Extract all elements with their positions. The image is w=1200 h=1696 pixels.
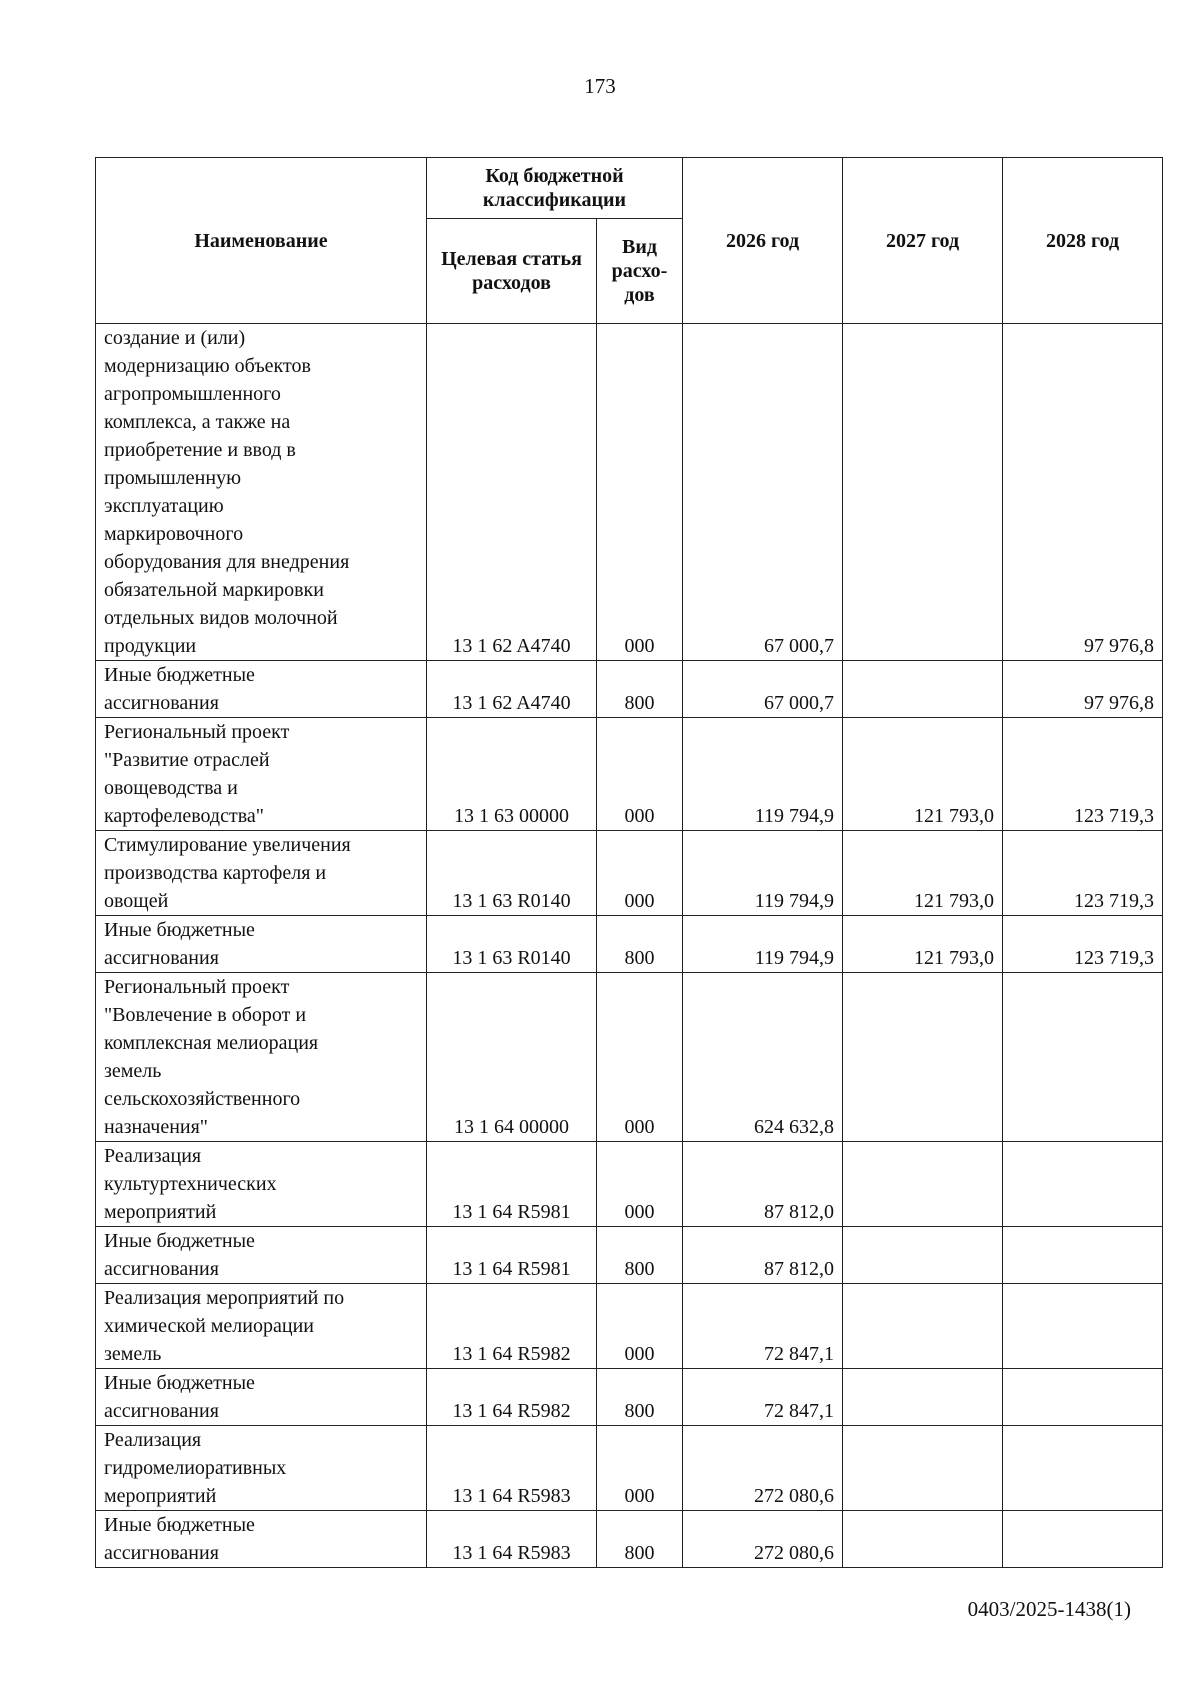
row-name-line: приобретение и ввод в <box>104 439 296 461</box>
header-2027: 2027 год <box>843 158 1003 324</box>
table-row <box>96 1511 1163 1568</box>
row-target-code: 13 1 64 R5981 <box>427 1227 597 1284</box>
row-name <box>96 973 427 1142</box>
row-expense-type: 000 <box>597 831 683 916</box>
row-target-code: 13 1 64 R5982 <box>427 1369 597 1426</box>
row-name <box>96 1142 427 1227</box>
row-value-2026: 119 794,9 <box>683 831 843 916</box>
row-name-line: комплексная мелиорация <box>104 1032 319 1054</box>
row-name-line: земель <box>104 1060 162 1082</box>
row-value-2028: 97 976,8 <box>1003 324 1163 661</box>
row-expense-type: 800 <box>597 916 683 973</box>
row-expense-type: 000 <box>597 973 683 1142</box>
row-value-2028 <box>1003 1511 1163 1568</box>
row-name-line: производства картофеля и <box>104 862 327 884</box>
row-value-2028: 123 719,3 <box>1003 831 1163 916</box>
row-value-2027 <box>843 1511 1003 1568</box>
row-target-code: 13 1 64 00000 <box>427 973 597 1142</box>
row-name-line: Региональный проект <box>104 721 290 743</box>
row-expense-type: 800 <box>597 1511 683 1568</box>
row-value-2028 <box>1003 1227 1163 1284</box>
row-name-line: сельскохозяйственного <box>104 1088 301 1110</box>
row-target-code: 13 1 64 R5983 <box>427 1426 597 1511</box>
row-name-line: Иные бюджетные <box>104 1230 255 1252</box>
row-value-2027: 121 793,0 <box>843 831 1003 916</box>
row-name-line: отдельных видов молочной <box>104 607 338 629</box>
row-target-code: 13 1 63 00000 <box>427 718 597 831</box>
row-name-line: Иные бюджетные <box>104 919 255 941</box>
row-name-line: мероприятий <box>104 1201 217 1223</box>
row-name <box>96 1369 427 1426</box>
row-name-line: Региональный проект <box>104 976 290 998</box>
row-value-2027 <box>843 324 1003 661</box>
table-row <box>96 916 1163 973</box>
table-row <box>96 1284 1163 1369</box>
row-value-2026: 119 794,9 <box>683 718 843 831</box>
row-name-line: Иные бюджетные <box>104 1514 255 1536</box>
header-name: Наименование <box>96 158 427 324</box>
row-name <box>96 661 427 718</box>
row-value-2028 <box>1003 1369 1163 1426</box>
row-name-line: овощей <box>104 890 169 912</box>
row-expense-type: 000 <box>597 1284 683 1369</box>
row-target-code: 13 1 64 R5982 <box>427 1284 597 1369</box>
row-value-2026: 119 794,9 <box>683 916 843 973</box>
row-name-line: промышленную <box>104 467 242 489</box>
row-expense-type: 000 <box>597 1142 683 1227</box>
row-value-2027 <box>843 661 1003 718</box>
row-value-2026: 272 080,6 <box>683 1511 843 1568</box>
page-number: 173 <box>584 74 616 98</box>
header-2026: 2026 год <box>683 158 843 324</box>
row-target-code: 13 1 62 A4740 <box>427 661 597 718</box>
row-value-2026: 72 847,1 <box>683 1369 843 1426</box>
row-name-line: "Вовлечение в оборот и <box>104 1004 307 1026</box>
row-value-2027 <box>843 973 1003 1142</box>
row-name-line: Реализация мероприятий по <box>104 1287 345 1309</box>
row-value-2026: 67 000,7 <box>683 661 843 718</box>
row-name-line: ассигнования <box>104 1258 219 1280</box>
table-row <box>96 1142 1163 1227</box>
row-name-line: ассигнования <box>104 1542 219 1564</box>
row-target-code: 13 1 64 R5981 <box>427 1142 597 1227</box>
table-row <box>96 661 1163 718</box>
row-value-2027 <box>843 1227 1003 1284</box>
row-name <box>96 1227 427 1284</box>
row-name-line: Иные бюджетные <box>104 1372 255 1394</box>
row-value-2028: 123 719,3 <box>1003 916 1163 973</box>
row-name <box>96 1426 427 1511</box>
row-name-line: земель <box>104 1343 162 1365</box>
row-value-2026: 67 000,7 <box>683 324 843 661</box>
row-name-line: мероприятий <box>104 1485 217 1507</box>
table-body <box>96 324 1163 1568</box>
row-value-2028 <box>1003 1426 1163 1511</box>
row-name-line: картофелеводства" <box>104 805 264 827</box>
row-expense-type: 000 <box>597 324 683 661</box>
row-name-line: Реализация <box>104 1429 202 1451</box>
row-name-line: оборудования для внедрения <box>104 551 350 573</box>
table-row <box>96 324 1163 661</box>
row-name-line: маркировочного <box>104 523 244 545</box>
row-name-line: химической мелиорации <box>104 1315 314 1337</box>
header-kbk: Код бюджетной классификации <box>427 158 683 219</box>
row-expense-type: 800 <box>597 661 683 718</box>
row-target-code: 13 1 63 R0140 <box>427 916 597 973</box>
row-value-2026: 272 080,6 <box>683 1426 843 1511</box>
row-name-line: "Развитие отраслей <box>104 749 270 771</box>
table-row <box>96 1426 1163 1511</box>
table-header <box>96 158 1163 324</box>
row-value-2026: 72 847,1 <box>683 1284 843 1369</box>
row-value-2026: 87 812,0 <box>683 1142 843 1227</box>
row-name <box>96 916 427 973</box>
row-name <box>96 1511 427 1568</box>
row-expense-type: 000 <box>597 718 683 831</box>
row-value-2027: 121 793,0 <box>843 916 1003 973</box>
row-name-line: гидромелиоративных <box>104 1457 287 1479</box>
row-name-line: эксплуатацию <box>104 495 224 517</box>
row-name-line: Реализация <box>104 1145 202 1167</box>
row-name-line: ассигнования <box>104 1400 219 1422</box>
table-row <box>96 1227 1163 1284</box>
document-code: 0403/2025-1438(1) <box>967 1597 1131 1621</box>
table-row <box>96 831 1163 916</box>
row-expense-type: 800 <box>597 1369 683 1426</box>
row-value-2028 <box>1003 1284 1163 1369</box>
row-name-line: модернизацию объектов <box>104 355 311 377</box>
table-row <box>96 973 1163 1142</box>
row-value-2027: 121 793,0 <box>843 718 1003 831</box>
row-expense-type: 000 <box>597 1426 683 1511</box>
table-row <box>96 1369 1163 1426</box>
row-name-line: создание и (или) <box>104 327 246 349</box>
row-value-2028 <box>1003 973 1163 1142</box>
row-name-line: овощеводства и <box>104 777 238 799</box>
table-row <box>96 718 1163 831</box>
row-name-line: культуртехнических <box>104 1173 277 1195</box>
row-name-line: обязательной маркировки <box>104 579 324 601</box>
row-value-2028: 97 976,8 <box>1003 661 1163 718</box>
row-target-code: 13 1 64 R5983 <box>427 1511 597 1568</box>
row-value-2028: 123 719,3 <box>1003 718 1163 831</box>
row-value-2027 <box>843 1426 1003 1511</box>
row-name-line: продукции <box>104 635 197 657</box>
row-name-line: ассигнования <box>104 947 219 969</box>
row-name-line: Стимулирование увеличения <box>104 834 351 856</box>
header-target-article: Целевая статья расходов <box>427 219 597 324</box>
row-value-2026: 624 632,8 <box>683 973 843 1142</box>
row-name <box>96 1284 427 1369</box>
row-name-line: Иные бюджетные <box>104 664 255 686</box>
budget-table <box>95 157 1163 1568</box>
row-value-2027 <box>843 1369 1003 1426</box>
row-expense-type: 800 <box>597 1227 683 1284</box>
row-value-2026: 87 812,0 <box>683 1227 843 1284</box>
row-name-line: комплекса, а также на <box>104 411 291 433</box>
row-name <box>96 831 427 916</box>
row-value-2027 <box>843 1284 1003 1369</box>
row-value-2028 <box>1003 1142 1163 1227</box>
row-target-code: 13 1 63 R0140 <box>427 831 597 916</box>
header-expense-type: Вид расхо-дов <box>597 219 683 324</box>
row-name <box>96 324 427 661</box>
row-name <box>96 718 427 831</box>
row-target-code: 13 1 62 A4740 <box>427 324 597 661</box>
header-2028: 2028 год <box>1003 158 1163 324</box>
row-name-line: агропромышленного <box>104 383 281 405</box>
row-value-2027 <box>843 1142 1003 1227</box>
row-name-line: ассигнования <box>104 692 219 714</box>
row-name-line: назначения" <box>104 1116 208 1138</box>
